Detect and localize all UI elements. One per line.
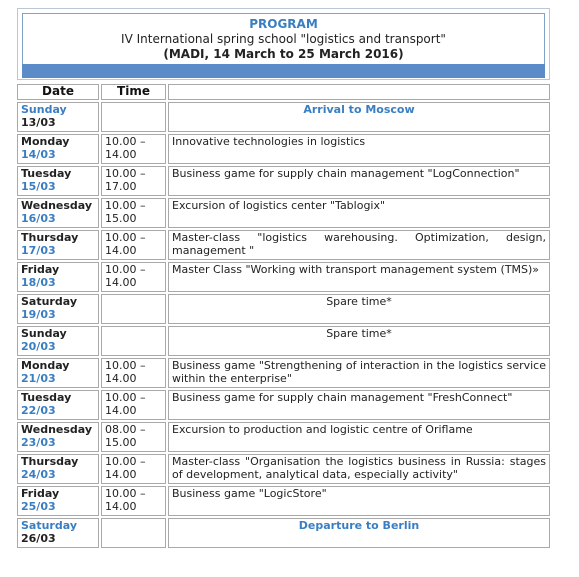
date-cell [17,262,99,292]
day-name: Thursday [21,231,79,244]
table-row [17,198,550,228]
date-cell [17,358,99,388]
day-name: Monday [21,135,70,148]
column-header-date: Date [17,84,99,100]
day-date: 17/03 [21,244,56,257]
table-row [17,358,550,388]
column-header-time: Time [101,84,166,100]
date-cell [17,326,99,356]
program-date-line: (MADI, 14 March to 25 March 2016) [163,47,404,61]
activity-cell: Business game "LogicStore" [168,486,550,516]
day-name: Saturday [21,295,77,308]
activity-cell: Business game "Strengthening of interaction in the logistics service within the enterprise" [168,358,550,388]
date-cell [17,422,99,452]
activity-cell: Business game for supply chain management "FreshConnect" [168,390,550,420]
table-row [17,326,550,356]
time-cell: 08.00 – 15.00 [101,422,166,452]
program-document [17,8,550,550]
date-cell [17,294,99,324]
activity-cell: Spare time* [168,326,550,356]
day-name: Saturday [21,519,77,532]
date-cell [17,518,99,548]
time-cell [101,518,166,548]
day-date: 24/03 [21,468,56,481]
schedule-body [17,102,550,548]
time-cell: 10.00 – 14.00 [101,454,166,484]
program-title: PROGRAM [249,17,318,31]
table-row [17,262,550,292]
day-date: 26/03 [21,532,56,545]
date-cell [17,166,99,196]
time-cell: 10.00 – 14.00 [101,230,166,260]
date-cell [17,486,99,516]
day-name: Sunday [21,327,67,340]
table-row [17,166,550,196]
time-cell [101,102,166,132]
time-cell: 10.00 – 15.00 [101,198,166,228]
day-date: 18/03 [21,276,56,289]
time-cell [101,294,166,324]
activity-cell: Innovative technologies in logistics [168,134,550,164]
time-cell: 10.00 – 14.00 [101,390,166,420]
table-row [17,390,550,420]
activity-cell: Business game for supply chain management "LogConnection" [168,166,550,196]
activity-cell: Spare time* [168,294,550,324]
time-cell: 10.00 – 17.00 [101,166,166,196]
day-date: 21/03 [21,372,56,385]
header-blue-band [22,64,545,78]
header-text-box [22,13,545,64]
column-header-activity [168,84,550,100]
day-date: 20/03 [21,340,56,353]
program-header [17,8,550,80]
table-row [17,102,550,132]
activity-cell: Master-class "logistics warehousing. Optimization, design, management " [168,230,550,260]
date-cell [17,390,99,420]
day-date: 14/03 [21,148,56,161]
day-name: Friday [21,487,60,500]
day-date: 25/03 [21,500,56,513]
table-row [17,422,550,452]
table-row [17,294,550,324]
day-name: Monday [21,359,70,372]
time-cell [101,326,166,356]
activity-cell: Departure to Berlin [168,518,550,548]
day-name: Tuesday [21,391,72,404]
table-row [17,518,550,548]
date-cell [17,454,99,484]
day-date: 22/03 [21,404,56,417]
table-row [17,134,550,164]
day-name: Sunday [21,103,67,116]
day-name: Wednesday [21,423,93,436]
date-cell [17,198,99,228]
date-cell [17,134,99,164]
day-date: 15/03 [21,180,56,193]
activity-cell: Master-class "Organisation the logistics business in Russia: stages of development, analytical data, especially activity" [168,454,550,484]
time-cell: 10.00 – 14.00 [101,486,166,516]
schedule-table [15,82,552,550]
day-name: Tuesday [21,167,72,180]
day-date: 23/03 [21,436,56,449]
day-name: Friday [21,263,60,276]
date-cell [17,102,99,132]
day-name: Wednesday [21,199,93,212]
day-date: 16/03 [21,212,56,225]
activity-cell: Arrival to Moscow [168,102,550,132]
time-cell: 10.00 – 14.00 [101,358,166,388]
date-cell [17,230,99,260]
program-subtitle: IV International spring school "logistics and transport" [121,32,446,46]
activity-cell: Master Class "Working with transport management system (TMS)» [168,262,550,292]
activity-cell: Excursion to production and logistic centre of Oriflame [168,422,550,452]
time-cell: 10.00 – 14.00 [101,262,166,292]
table-row [17,454,550,484]
day-name: Thursday [21,455,79,468]
day-date: 13/03 [21,116,56,129]
activity-cell: Excursion of logistics center "Tablogix" [168,198,550,228]
day-date: 19/03 [21,308,56,321]
table-header-row [17,84,550,100]
time-cell: 10.00 – 14.00 [101,134,166,164]
table-row [17,230,550,260]
table-row [17,486,550,516]
